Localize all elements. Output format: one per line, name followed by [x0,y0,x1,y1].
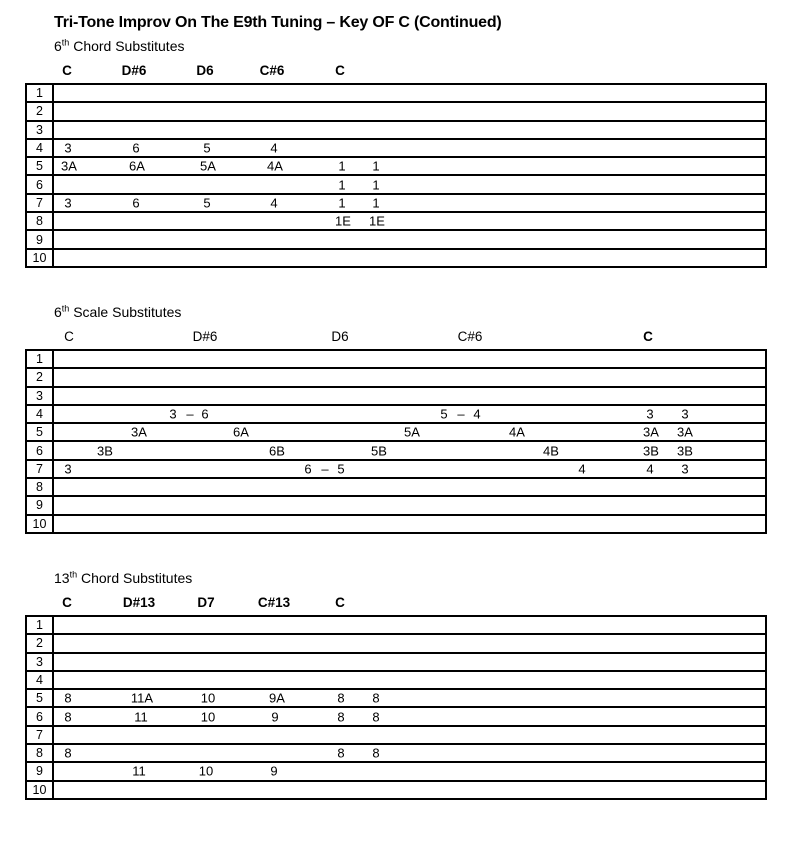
fret-cell: 4 [646,461,654,477]
fret-cell: 1 [372,158,380,174]
chord-label: C#6 [259,63,285,78]
string-number: 7 [27,727,54,743]
fret-cell: 6 [132,140,140,156]
fret-cell: 4 [270,140,278,156]
fret-cell: 8 [64,745,72,761]
fret-cell: 5A [404,424,420,440]
chord-header-row [25,62,767,80]
fret-cell: 8 [372,745,380,761]
tab-grid [25,615,767,800]
fret-cell: – [457,406,465,422]
table-row [27,367,765,385]
fret-cell: 6A [129,158,145,174]
chord-label: C [62,594,72,610]
fret-cell: 3 [681,461,689,477]
fret-cell: 9 [270,763,278,779]
table-row [27,706,765,724]
fret-cell: 9A [269,690,285,706]
fret-cell: 3 [646,406,654,422]
chord-label: C [64,328,74,344]
tab-grid [25,349,767,534]
string-number: 2 [27,103,54,119]
section-label-text: Scale Substitutes [69,303,182,320]
fret-cell: 5B [371,443,387,459]
fret-cell: – [186,406,194,422]
fret-cell: 10 [200,690,216,706]
fret-cell: 5 [203,195,211,211]
fret-cell: 6B [269,443,285,459]
chord-label: D#13 [122,594,156,610]
table-row [27,386,765,404]
fret-cell: 8 [372,709,380,725]
fret-cell: 3B [97,443,113,459]
string-number: 4 [27,672,54,688]
fret-cell: 3 [681,406,689,422]
chord-header-row [25,594,767,612]
table-row [27,404,765,422]
section-label [54,303,800,321]
fret-cell: 3A [61,158,77,174]
section-label-number: 13 [54,569,70,586]
fret-cell: 1 [338,158,346,174]
string-number: 5 [27,158,54,174]
tab-sheet-page [0,14,800,800]
fret-cell: 1E [335,213,351,229]
chord-header-row [25,328,767,346]
fret-cell: 6A [233,424,249,440]
string-number: 8 [27,745,54,761]
fret-cell: 11 [134,709,148,725]
fret-cell: 3 [64,140,72,156]
fret-cell: 5 [337,461,345,477]
string-number: 6 [27,176,54,192]
table-row [27,229,765,247]
fret-cell: 8 [337,745,345,761]
string-number: 6 [27,708,54,724]
string-number: 10 [27,250,54,266]
string-number: 10 [27,782,54,798]
table-row [27,725,765,743]
table-row [27,617,765,633]
fret-cell: 6 [132,195,140,211]
string-number: 6 [27,442,54,458]
fret-cell: 8 [64,690,72,706]
string-number: 5 [27,424,54,440]
tab-section [0,303,800,534]
chord-label: C#13 [257,594,291,610]
fret-cell: 1 [372,177,380,193]
string-number: 4 [27,140,54,156]
fret-cell: 6 [201,406,209,422]
fret-cell: 1 [338,177,346,193]
string-number: 4 [27,406,54,422]
table-row [27,459,765,477]
string-number: 8 [27,213,54,229]
string-number: 9 [27,763,54,779]
fret-cell: 10 [200,709,216,725]
chord-label: D#6 [121,63,147,78]
chord-label: C [335,63,345,78]
table-row [27,514,765,532]
fret-cell: 4 [578,461,586,477]
fret-cell: 6 [304,461,312,477]
section-label-ordinal: th [61,303,70,314]
string-number: 1 [27,85,54,101]
string-number: 9 [27,231,54,247]
fret-cell: 3A [643,424,659,440]
fret-cell: 3 [64,195,72,211]
tables-root [0,37,800,800]
string-number: 3 [27,388,54,404]
table-row [27,120,765,138]
fret-cell: 8 [337,690,345,706]
string-number: 10 [27,516,54,532]
table-row [27,633,765,651]
fret-cell: 8 [337,709,345,725]
table-row [27,351,765,367]
section-label-number: 6 [54,38,62,54]
section-label [54,569,800,587]
table-row [27,422,765,440]
table-row [27,761,765,779]
fret-cell: 10 [198,763,214,779]
table-row [27,652,765,670]
section-label-text: Chord Substitutes [77,569,193,586]
string-number: 2 [27,369,54,385]
fret-cell: 3B [677,443,693,459]
table-row [27,156,765,174]
section-label-ordinal: th [61,37,70,48]
table-row [27,477,765,495]
chord-label: D#6 [192,328,218,344]
fret-cell: 5 [440,406,448,422]
section-label [54,37,800,55]
fret-cell: 4A [509,424,525,440]
fret-cell: 3 [169,406,177,422]
fret-cell: 3 [64,461,72,477]
chord-label: C#6 [457,328,483,344]
chord-label: D6 [196,63,214,78]
string-number: 9 [27,497,54,513]
fret-cell: 3B [643,443,659,459]
tab-section [0,37,800,268]
fret-cell: 8 [372,690,380,706]
fret-cell: 1 [338,195,346,211]
fret-cell: 4A [267,158,283,174]
string-number: 1 [27,351,54,367]
chord-label: D7 [197,594,215,610]
string-number: 3 [27,654,54,670]
section-label-number: 6 [54,303,62,320]
chord-label: D6 [331,328,349,344]
fret-cell: 9 [271,709,279,725]
table-row [27,495,765,513]
fret-cell: 5 [203,140,211,156]
table-row [27,688,765,706]
table-row [27,211,765,229]
fret-cell: 4 [473,406,481,422]
table-row [27,193,765,211]
table-row [27,780,765,798]
tab-grid [25,83,767,268]
string-number: 3 [27,122,54,138]
chord-label: C [643,328,653,344]
table-row [27,670,765,688]
string-number: 5 [27,690,54,706]
section-label-text: Chord Substitutes [69,38,185,54]
fret-cell: 1E [369,213,385,229]
string-number: 8 [27,479,54,495]
tab-section [0,569,800,800]
section-label-ordinal: th [69,569,78,580]
fret-cell: 5A [200,158,216,174]
table-row [27,85,765,101]
table-row [27,440,765,458]
chord-label: C [62,63,72,78]
page-title: Tri-Tone Improv On The E9th Tuning – Key OF C (Continued) [54,14,502,31]
fret-cell: 3A [131,424,147,440]
fret-cell: 3A [677,424,693,440]
table-row [27,174,765,192]
string-number: 7 [27,195,54,211]
fret-cell: 1 [372,195,380,211]
string-number: 2 [27,635,54,651]
fret-cell: 4B [543,443,559,459]
table-row [27,138,765,156]
table-row [27,101,765,119]
fret-cell: – [321,461,329,477]
table-row [27,743,765,761]
fret-cell: 4 [270,195,278,211]
fret-cell: 11 [132,763,146,779]
chord-label: C [335,594,345,610]
fret-cell: 11A [130,690,154,706]
string-number: 1 [27,617,54,633]
fret-cell: 8 [64,709,72,725]
string-number: 7 [27,461,54,477]
table-row [27,248,765,266]
